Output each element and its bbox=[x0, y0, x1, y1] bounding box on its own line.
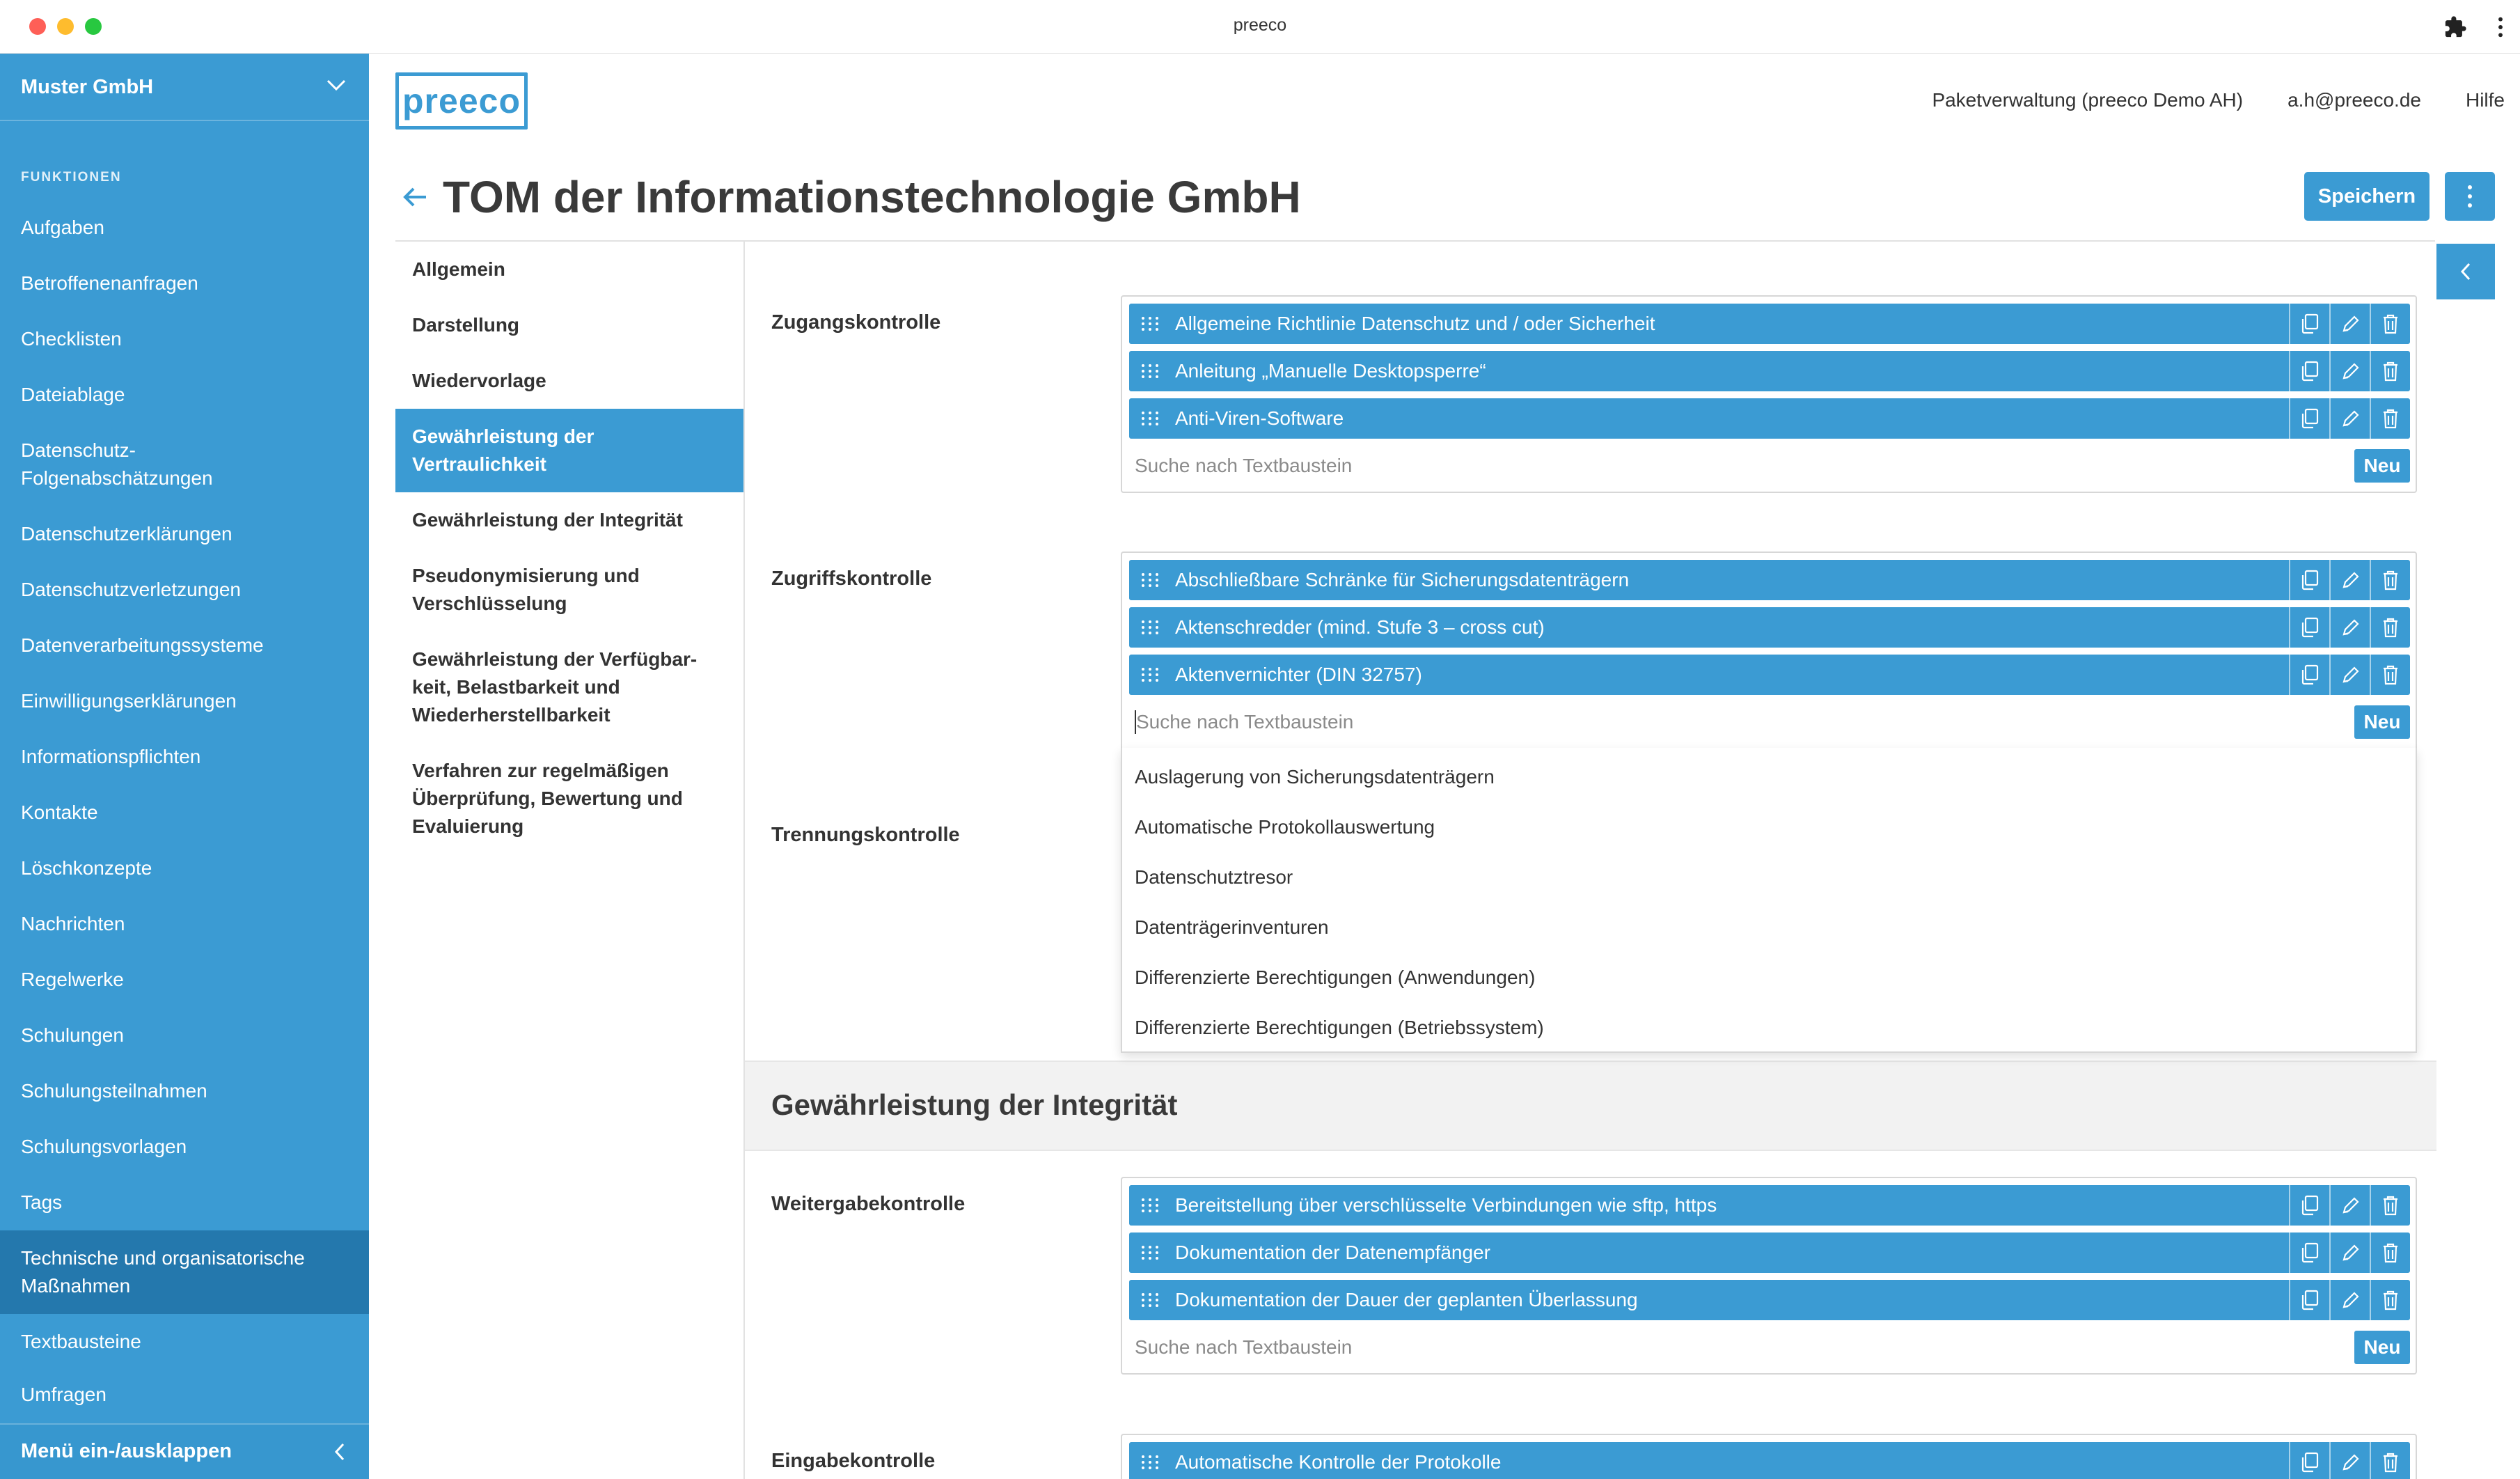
field-zugriffskontrolle bbox=[1121, 551, 2417, 748]
pencil-icon bbox=[2340, 1242, 2361, 1264]
sidebar-item-aufgaben[interactable]: Aufgaben bbox=[21, 217, 104, 238]
package-management-link[interactable]: Paketverwaltung (preeco Demo AH) bbox=[1932, 89, 2244, 111]
menu-collapse-label: Menü ein-/ausklappen bbox=[21, 1440, 232, 1462]
textblock-chip[interactable] bbox=[1129, 607, 2410, 648]
section-nav-label: Verfahren zur regelmäßigen Überprüfung, Bewertung und Evaluierung bbox=[412, 760, 683, 837]
delete-button[interactable] bbox=[2370, 560, 2410, 600]
textblock-chip[interactable] bbox=[1129, 1442, 2410, 1479]
section-nav bbox=[395, 242, 745, 1479]
drag-handle-icon[interactable] bbox=[1140, 1197, 1160, 1214]
chip-label: Allgemeine Richtlinie Datenschutz und / oder Sicherheit bbox=[1175, 313, 1655, 334]
side-panel-toggle[interactable] bbox=[2436, 244, 2495, 299]
drag-handle-icon[interactable] bbox=[1140, 619, 1160, 636]
edit-button[interactable] bbox=[2329, 560, 2370, 600]
delete-button[interactable] bbox=[2370, 1232, 2410, 1273]
sidebar-item-schulungen[interactable]: Schulungen bbox=[21, 1024, 124, 1046]
chip-label: Bereitstellung über verschlüsselte Verbindungen wie sftp, https bbox=[1175, 1194, 1717, 1216]
section-nav-wiedervorlage[interactable]: Wiedervorlage bbox=[412, 370, 546, 391]
trash-icon bbox=[2380, 407, 2401, 430]
trash-icon bbox=[2380, 360, 2401, 382]
textblock-chip[interactable] bbox=[1129, 1232, 2410, 1273]
delete-button[interactable] bbox=[2370, 607, 2410, 648]
chip-label: Anti-Viren-Software bbox=[1175, 407, 1344, 429]
browser-menu-icon[interactable] bbox=[2494, 15, 2507, 39]
field-zugangskontrolle bbox=[1121, 295, 2417, 493]
copy-icon bbox=[2299, 569, 2320, 591]
field-eingabekontrolle bbox=[1121, 1434, 2417, 1479]
back-arrow-icon[interactable] bbox=[401, 185, 430, 210]
chip-label: Dokumentation der Datenempfänger bbox=[1175, 1242, 1490, 1263]
page-title: TOM der Informationstechnologie GmbH bbox=[443, 172, 1301, 222]
sidebar-item-tom[interactable] bbox=[0, 1230, 369, 1314]
copy-icon bbox=[2299, 407, 2320, 430]
preeco-logo[interactable]: preeco bbox=[395, 72, 528, 130]
drag-handle-icon[interactable] bbox=[1140, 410, 1160, 427]
sidebar bbox=[0, 54, 369, 1479]
copy-button[interactable] bbox=[2289, 1185, 2329, 1226]
section-nav-allgemein[interactable]: Allgemein bbox=[412, 258, 505, 280]
drag-handle-icon[interactable] bbox=[1140, 666, 1160, 683]
copy-button[interactable] bbox=[2289, 607, 2329, 648]
section-nav-darstellung[interactable]: Darstellung bbox=[412, 314, 520, 336]
window-title: preeco bbox=[1233, 15, 1287, 35]
sidebar-item-datenschutzverletzungen[interactable]: Datenschutzverletzungen bbox=[21, 579, 241, 600]
sidebar-item-label: Technische und organisatorische Maßnahmen bbox=[21, 1247, 305, 1297]
sidebar-item-schulungsteilnahmen[interactable]: Schulungsteilnahmen bbox=[21, 1080, 207, 1102]
edit-button[interactable] bbox=[2329, 1185, 2370, 1226]
pencil-icon bbox=[2340, 407, 2361, 430]
sidebar-item-nachrichten[interactable]: Nachrichten bbox=[21, 913, 125, 934]
help-link[interactable]: Hilfe bbox=[2465, 89, 2505, 111]
drag-handle-icon[interactable] bbox=[1140, 1244, 1160, 1261]
pencil-icon bbox=[2340, 313, 2361, 335]
sidebar-item-informationspflichten[interactable]: Informationspflichten bbox=[21, 746, 201, 767]
chevron-left-icon bbox=[2459, 261, 2472, 282]
sidebar-item-checklisten[interactable]: Checklisten bbox=[21, 328, 122, 350]
section-nav-pseudonymisierung[interactable] bbox=[395, 548, 743, 632]
pencil-icon bbox=[2340, 616, 2361, 639]
search-row bbox=[1129, 702, 2410, 742]
copy-button[interactable] bbox=[2289, 1442, 2329, 1479]
chevron-left-icon bbox=[333, 1441, 347, 1462]
section-heading-integritaet: Gewährleistung der Integrität bbox=[771, 1088, 1178, 1121]
sidebar-item-label: Datenschutz- Folgenabschätzungen bbox=[21, 439, 213, 489]
pencil-icon bbox=[2340, 1451, 2361, 1473]
chip-label: Anleitung „Manuelle Desktopsperre“ bbox=[1175, 360, 1486, 382]
copy-button[interactable] bbox=[2289, 1280, 2329, 1320]
sidebar-item-einwilligungserklaerungen[interactable]: Einwilligungserklärungen bbox=[21, 690, 237, 712]
trash-icon bbox=[2380, 569, 2401, 591]
header-links bbox=[1932, 89, 2505, 111]
textblock-chip[interactable] bbox=[1129, 1280, 2410, 1320]
field-label-zugangskontrolle: Zugangskontrolle bbox=[771, 311, 941, 334]
copy-icon bbox=[2299, 664, 2320, 686]
delete-button[interactable] bbox=[2370, 655, 2410, 695]
chip-label: Abschließbare Schränke für Sicherungsdatenträgern bbox=[1175, 569, 1630, 590]
sidebar-item-tags[interactable]: Tags bbox=[21, 1191, 63, 1213]
chip-label: Dokumentation der Dauer der geplanten Überlassung bbox=[1175, 1289, 1638, 1310]
copy-button[interactable] bbox=[2289, 351, 2329, 391]
trash-icon bbox=[2380, 1194, 2401, 1216]
section-nav-vertraulichkeit[interactable] bbox=[395, 409, 743, 492]
section-band-integritaet bbox=[745, 1061, 2436, 1151]
edit-button[interactable] bbox=[2329, 1232, 2370, 1273]
suggestion-dropdown bbox=[1121, 748, 2417, 1053]
textblock-chip[interactable] bbox=[1129, 1185, 2410, 1226]
dropdown-option[interactable]: Automatische Protokollauswertung bbox=[1135, 816, 1435, 838]
sidebar-item-umfragen[interactable]: Umfragen bbox=[21, 1384, 107, 1405]
section-nav-evaluierung[interactable] bbox=[395, 743, 743, 854]
sidebar-item-datenverarbeitungssysteme[interactable]: Datenverarbeitungssysteme bbox=[21, 634, 264, 656]
sidebar-item-kontakte[interactable]: Kontakte bbox=[21, 801, 98, 823]
search-row bbox=[1129, 1327, 2410, 1368]
textblock-chip[interactable] bbox=[1129, 398, 2410, 439]
delete-button[interactable] bbox=[2370, 351, 2410, 391]
new-textblock-button[interactable]: Neu bbox=[2354, 1331, 2410, 1364]
dropdown-option[interactable]: Datenschutztresor bbox=[1135, 866, 1293, 888]
textblock-chip[interactable] bbox=[1129, 655, 2410, 695]
pencil-icon bbox=[2340, 1194, 2361, 1216]
textblock-search-input[interactable] bbox=[1129, 1330, 2354, 1365]
copy-icon bbox=[2299, 1289, 2320, 1311]
trash-icon bbox=[2380, 664, 2401, 686]
drag-handle-icon[interactable] bbox=[1140, 363, 1160, 379]
new-textblock-button[interactable]: Neu bbox=[2354, 449, 2410, 483]
delete-button[interactable] bbox=[2370, 1280, 2410, 1320]
copy-button[interactable] bbox=[2289, 655, 2329, 695]
section-nav-label: Gewährleistung der Verfügbar-keit, Belastbarkeit und Wiederherstellbarkeit bbox=[412, 648, 698, 726]
delete-button[interactable] bbox=[2370, 304, 2410, 344]
textblock-chip[interactable] bbox=[1129, 351, 2410, 391]
sidebar-item-betroffenenanfragen[interactable]: Betroffenenanfragen bbox=[21, 272, 198, 294]
sidebar-item-schulungsvorlagen[interactable]: Schulungsvorlagen bbox=[21, 1136, 187, 1157]
edit-button[interactable] bbox=[2329, 304, 2370, 344]
sidebar-item-regelwerke[interactable]: Regelwerke bbox=[21, 969, 124, 990]
trash-icon bbox=[2380, 1451, 2401, 1473]
section-nav-verfuegbarkeit[interactable] bbox=[395, 632, 743, 743]
org-name: Muster GmbH bbox=[21, 76, 154, 98]
section-nav-integritaet[interactable]: Gewährleistung der Integrität bbox=[412, 509, 683, 531]
copy-button[interactable] bbox=[2289, 304, 2329, 344]
drag-handle-icon[interactable] bbox=[1140, 315, 1160, 332]
copy-icon bbox=[2299, 1194, 2320, 1216]
edit-button[interactable] bbox=[2329, 1442, 2370, 1479]
user-account-link[interactable]: a.h@preeco.de bbox=[2287, 89, 2421, 111]
field-label-trennungskontrolle: Trennungskontrolle bbox=[771, 824, 960, 846]
pencil-icon bbox=[2340, 664, 2361, 686]
copy-button[interactable] bbox=[2289, 398, 2329, 439]
field-label-eingabekontrolle: Eingabekontrolle bbox=[771, 1450, 936, 1472]
textblock-chip[interactable] bbox=[1129, 560, 2410, 600]
copy-button[interactable] bbox=[2289, 1232, 2329, 1273]
copy-button[interactable] bbox=[2289, 560, 2329, 600]
field-label-zugriffskontrolle: Zugriffskontrolle bbox=[771, 568, 932, 590]
textblock-search-input[interactable] bbox=[1129, 448, 2354, 483]
search-row bbox=[1129, 446, 2410, 486]
sidebar-item-textbausteine[interactable]: Textbausteine bbox=[21, 1331, 141, 1352]
copy-icon bbox=[2299, 1242, 2320, 1264]
edit-button[interactable] bbox=[2329, 398, 2370, 439]
save-button[interactable]: Speichern bbox=[2304, 172, 2430, 221]
section-nav-label: Pseudonymisierung und Verschlüsselung bbox=[412, 565, 640, 614]
new-textblock-button[interactable]: Neu bbox=[2354, 705, 2410, 739]
more-vertical-icon bbox=[2466, 184, 2473, 209]
chip-label: Aktenvernichter (DIN 32757) bbox=[1175, 664, 1422, 685]
trash-icon bbox=[2380, 1289, 2401, 1311]
pencil-icon bbox=[2340, 569, 2361, 591]
drag-handle-icon[interactable] bbox=[1140, 1292, 1160, 1308]
trash-icon bbox=[2380, 616, 2401, 639]
copy-icon bbox=[2299, 313, 2320, 335]
menu-collapse-toggle[interactable] bbox=[0, 1423, 369, 1479]
drag-handle-icon[interactable] bbox=[1140, 572, 1160, 588]
chip-label: Aktenschredder (mind. Stufe 3 – cross cut) bbox=[1175, 616, 1545, 638]
org-switcher[interactable] bbox=[0, 54, 369, 121]
edit-button[interactable] bbox=[2329, 1280, 2370, 1320]
delete-button[interactable] bbox=[2370, 1185, 2410, 1226]
chevron-down-icon bbox=[326, 77, 347, 93]
drag-handle-icon[interactable] bbox=[1140, 1454, 1160, 1471]
sidebar-item-dateiablage[interactable]: Dateiablage bbox=[21, 384, 125, 405]
dropdown-option[interactable]: Auslagerung von Sicherungsdatenträgern bbox=[1135, 766, 1495, 788]
textblock-chip[interactable] bbox=[1129, 304, 2410, 344]
copy-icon bbox=[2299, 1451, 2320, 1473]
dropdown-option[interactable]: Differenzierte Berechtigungen (Anwendungen) bbox=[1135, 967, 1536, 988]
sidebar-section-label: FUNKTIONEN bbox=[21, 170, 122, 185]
sidebar-item-datenschutzerklaerungen[interactable]: Datenschutzerklärungen bbox=[21, 523, 233, 545]
chip-label: Automatische Kontrolle der Protokolle bbox=[1175, 1451, 1502, 1473]
more-actions-button[interactable] bbox=[2445, 172, 2495, 221]
dropdown-option[interactable]: Differenzierte Berechtigungen (Betriebssystem) bbox=[1135, 1017, 1544, 1038]
textblock-search-input-active[interactable] bbox=[1131, 705, 2354, 740]
edit-button[interactable] bbox=[2329, 351, 2370, 391]
dropdown-option[interactable]: Datenträgerinventuren bbox=[1135, 916, 1329, 938]
content-area bbox=[745, 242, 2436, 1479]
edit-button[interactable] bbox=[2329, 607, 2370, 648]
pencil-icon bbox=[2340, 360, 2361, 382]
edit-button[interactable] bbox=[2329, 655, 2370, 695]
puzzle-icon[interactable] bbox=[2443, 15, 2467, 39]
copy-icon bbox=[2299, 360, 2320, 382]
field-weitergabekontrolle bbox=[1121, 1177, 2417, 1375]
field-label-weitergabekontrolle: Weitergabekontrolle bbox=[771, 1193, 966, 1215]
copy-icon bbox=[2299, 616, 2320, 639]
pencil-icon bbox=[2340, 1289, 2361, 1311]
delete-button[interactable] bbox=[2370, 398, 2410, 439]
window-titlebar bbox=[0, 0, 2520, 54]
sidebar-nav bbox=[0, 200, 369, 1413]
delete-button[interactable] bbox=[2370, 1442, 2410, 1479]
section-nav-label: Gewährleistung der Vertraulichkeit bbox=[412, 425, 594, 475]
trash-icon bbox=[2380, 313, 2401, 335]
trash-icon bbox=[2380, 1242, 2401, 1264]
sidebar-item-dsfa[interactable] bbox=[0, 423, 369, 506]
sidebar-item-loeschkonzepte[interactable]: Löschkonzepte bbox=[21, 857, 152, 879]
